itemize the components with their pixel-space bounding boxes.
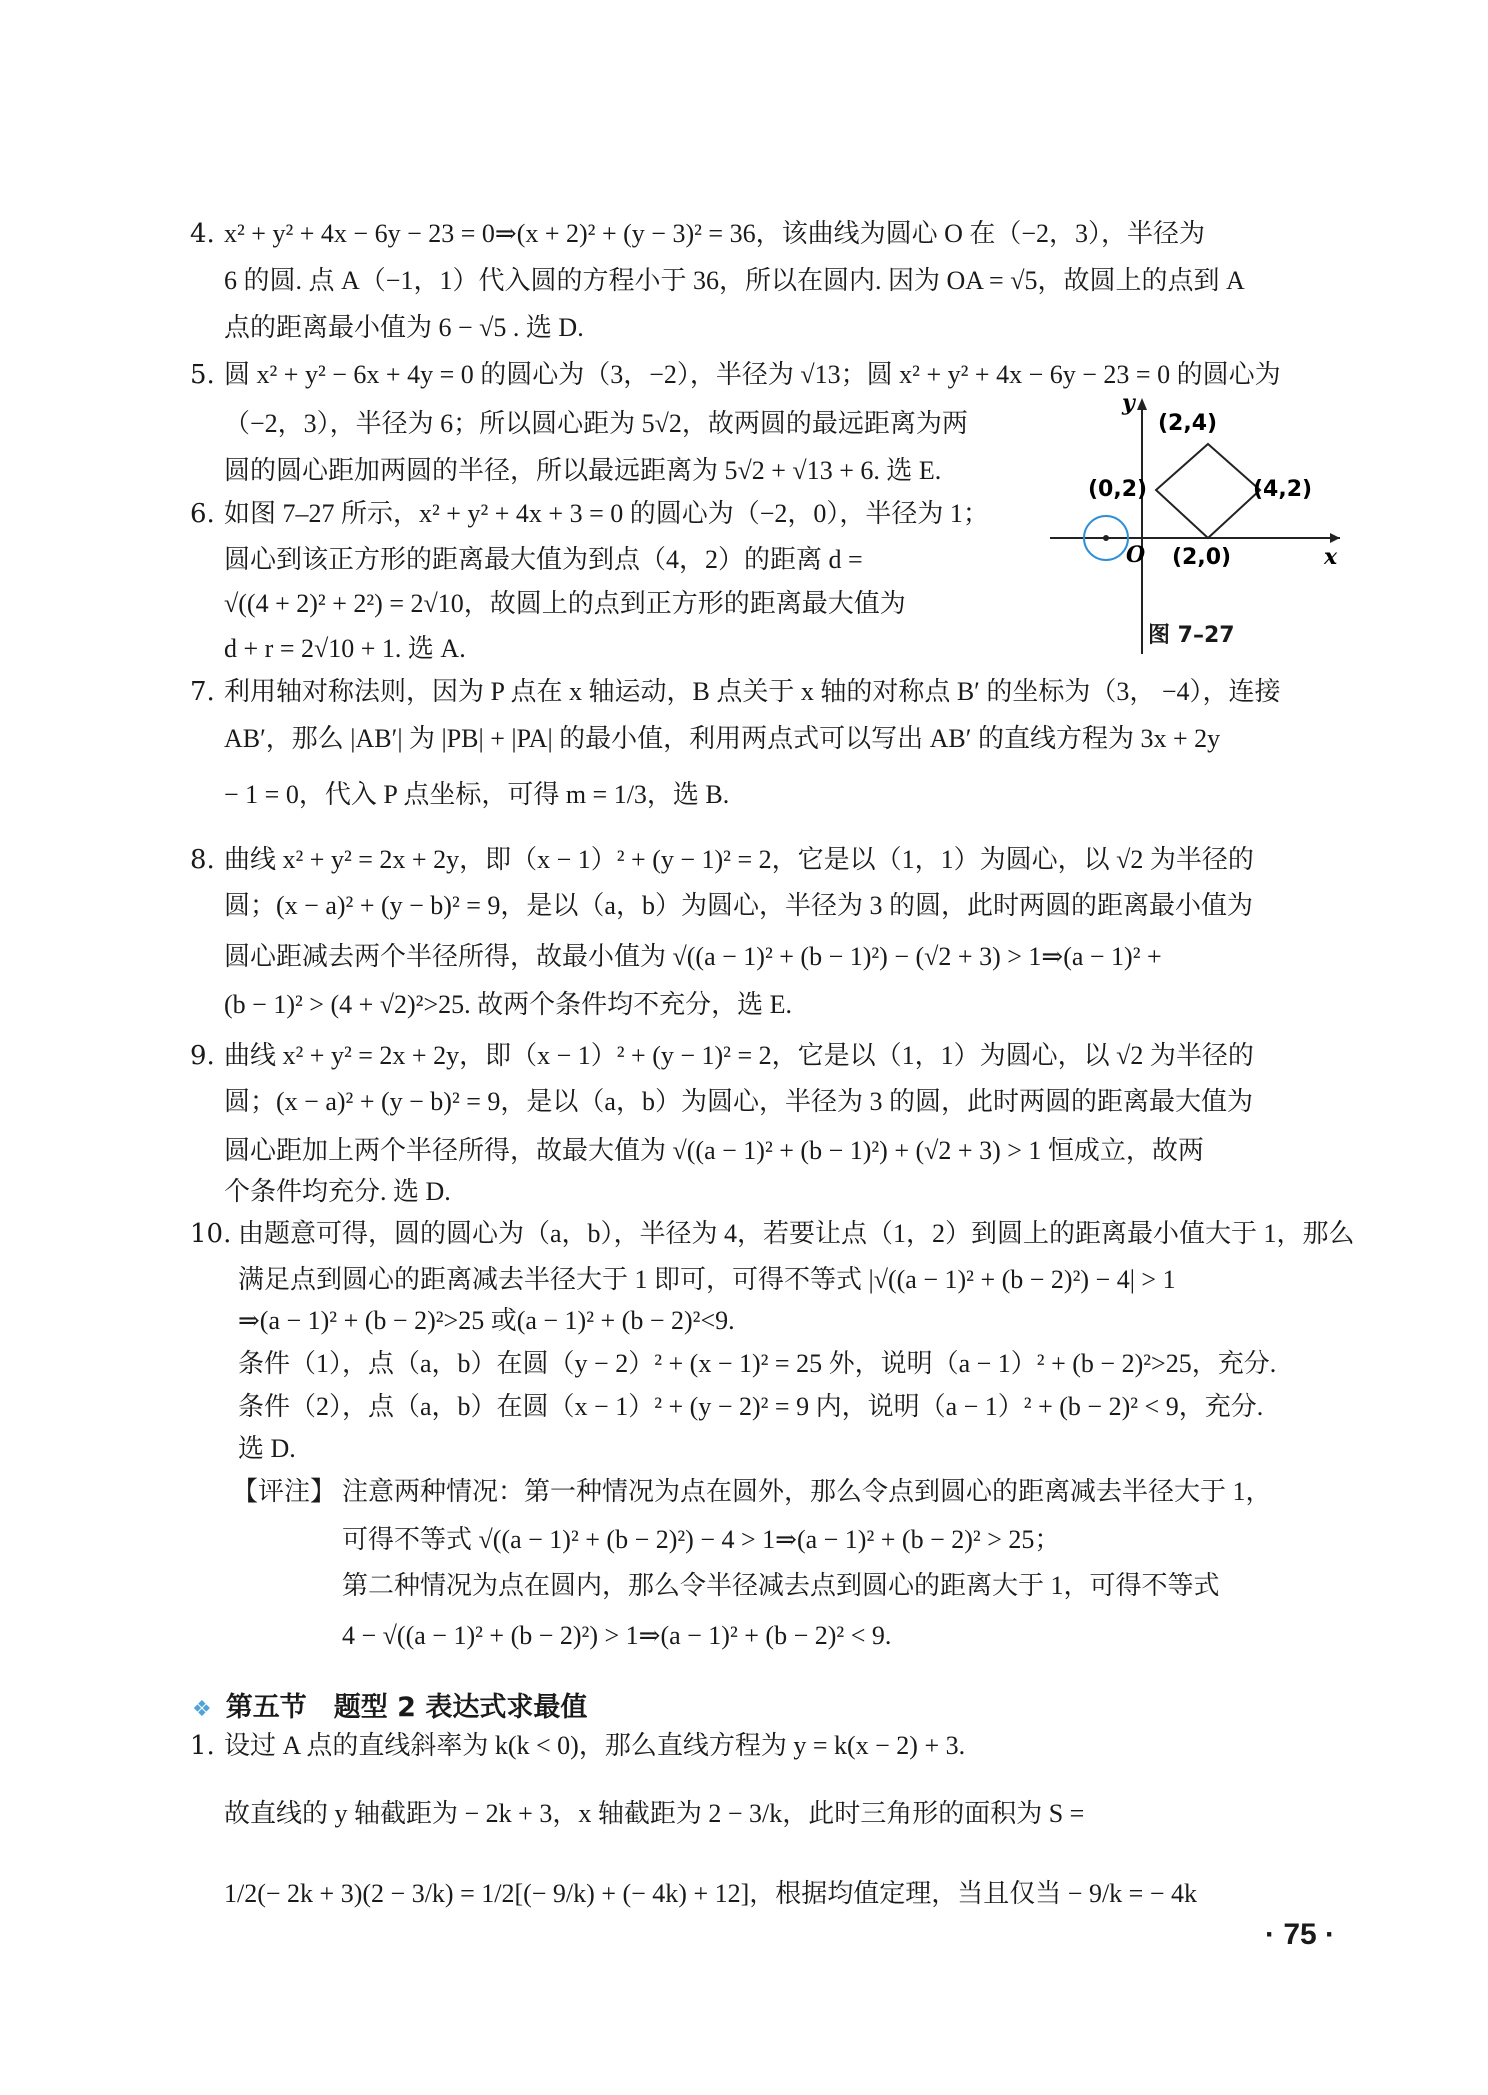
axis-label-y: y	[1122, 392, 1135, 416]
section-title: 第五节 题型 2 表达式求最值	[225, 1692, 588, 1723]
y-axis-arrow	[1137, 398, 1147, 410]
item-7-line-1: 利用轴对称法则，因为 P 点在 x 轴运动，B 点关于 x 轴的对称点 B′ 的坐标为（3， −4），连接	[224, 677, 1281, 706]
origin-label: O	[1126, 542, 1146, 568]
item-6-line-1: 如图 7–27 所示，x² + y² + 4x + 3 = 0 的圆心为（−2，0），半径为 1；	[224, 499, 989, 528]
circle-center	[1103, 535, 1109, 541]
item-10-line-4: 条件（1），点（a，b）在圆（y − 2）² + (x − 1)² = 25 外，说明（a − 1）² + (b − 2)²>25，充分.	[238, 1349, 1277, 1378]
square	[1156, 444, 1260, 538]
item-number: 9.	[190, 1041, 215, 1071]
item-8-line-4: (b − 1)² > (4 + √2)²>25. 故两个条件均不充分，选 E.	[224, 990, 793, 1019]
item-number: 4.	[190, 219, 215, 249]
s1-line-3: 1/2(− 2k + 3)(2 − 3/k) = 1/2[(− 9/k) + (− 4k) + 12]，根据均值定理，当且仅当 − 9/k = − 4k	[224, 1879, 1197, 1908]
item-10-line-1: 由题意可得，圆的圆心为（a，b），半径为 4，若要让点（1，2）到圆上的距离最小值大于 1，那么	[238, 1219, 1355, 1248]
item-8-line-1: 曲线 x² + y² = 2x + 2y，即（x − 1）² + (y − 1)² = 2，它是以（1，1）为圆心，以 √2 为半径的	[224, 845, 1254, 874]
item-number: 10.	[190, 1219, 232, 1249]
item-6-line-3: √((4 + 2)² + 2²) = 2√10，故圆上的点到正方形的距离最大值为	[224, 589, 906, 618]
diamond-bullet-icon: ❖	[192, 1697, 212, 1722]
item-9-line-2: 圆；(x − a)² + (y − b)² = 9，是以（a，b）为圆心，半径为 3 的圆，此时两圆的距离最大值为	[224, 1087, 1253, 1116]
item-9-line-4: 个条件均充分. 选 D.	[224, 1177, 451, 1206]
note-line-4: 4 − √((a − 1)² + (b − 2)²) > 1⇒(a − 1)² + (b − 2)² < 9.	[342, 1621, 892, 1650]
page-number: · 75 ·	[1265, 1918, 1336, 1951]
label-2-0: (2,0)	[1172, 545, 1232, 570]
item-5-line-1: 圆 x² + y² − 6x + 4y = 0 的圆心为（3，−2），半径为 √13；圆 x² + y² + 4x − 6y − 23 = 0 的圆心为	[224, 360, 1281, 389]
note-label: 【评注】	[232, 1477, 337, 1507]
item-number: 1.	[190, 1731, 215, 1761]
item-5-line-3: 圆的圆心距加两圆的半径，所以最远距离为 5√2 + √13 + 6. 选 E.	[224, 456, 942, 485]
item-number: 6.	[190, 499, 215, 529]
s1-line-2: 故直线的 y 轴截距为 − 2k + 3，x 轴截距为 2 − 3/k，此时三角形的面积为 S =	[224, 1799, 1085, 1828]
item-10-line-5: 条件（2），点（a，b）在圆（x − 1）² + (y − 2)² = 9 内，说明（a − 1）² + (b − 2)² < 9，充分.	[238, 1392, 1264, 1421]
x-axis-arrow	[1330, 533, 1340, 543]
figure-7-27	[1040, 392, 1340, 654]
note-line-2: 可得不等式 √((a − 1)² + (b − 2)²) − 4 > 1⇒(a − 1)² + (b − 2)² > 25；	[342, 1525, 1061, 1554]
item-4-line-2: 6 的圆. 点 A（−1，1）代入圆的方程小于 36，所以在圆内. 因为 OA = √5，故圆上的点到 A	[224, 266, 1245, 295]
item-number: 7.	[190, 677, 215, 707]
item-9-line-3: 圆心距加上两个半径所得，故最大值为 √((a − 1)² + (b − 1)²) + (√2 + 3) > 1 恒成立，故两	[224, 1136, 1204, 1165]
item-number: 5.	[190, 360, 215, 390]
s1-line-1: 设过 A 点的直线斜率为 k(k < 0)，那么直线方程为 y = k(x − 2) + 3.	[224, 1731, 966, 1760]
figure-caption: 图 7–27	[1148, 623, 1235, 648]
item-7-line-2: AB′，那么 |AB′| 为 |PB| + |PA| 的最小值，利用两点式可以写出 AB′ 的直线方程为 3x + 2y	[224, 724, 1221, 753]
item-7-line-3: − 1 = 0，代入 P 点坐标，可得 m = 1/3，选 B.	[224, 780, 730, 809]
label-2-4: (2,4)	[1158, 411, 1218, 436]
item-9-line-1: 曲线 x² + y² = 2x + 2y，即（x − 1）² + (y − 1)² = 2，它是以（1，1）为圆心，以 √2 为半径的	[224, 1041, 1254, 1070]
item-number: 8.	[190, 845, 215, 875]
note-line-3: 第二种情况为点在圆内，那么令半径减去点到圆心的距离大于 1，可得不等式	[342, 1571, 1220, 1600]
item-8-line-3: 圆心距减去两个半径所得，故最小值为 √((a − 1)² + (b − 1)²) − (√2 + 3) > 1⇒(a − 1)² +	[224, 942, 1162, 971]
item-4-line-1: x² + y² + 4x − 6y − 23 = 0⇒(x + 2)² + (y − 3)² = 36，该曲线为圆心 O 在（−2，3），半径为	[224, 219, 1206, 248]
item-10-line-3: ⇒(a − 1)² + (b − 2)²>25 或(a − 1)² + (b − 2)²<9.	[238, 1306, 735, 1335]
item-5-line-2: （−2，3），半径为 6；所以圆心距为 5√2，故两圆的最远距离为两	[224, 409, 968, 438]
item-8-line-2: 圆；(x − a)² + (y − b)² = 9，是以（a，b）为圆心，半径为 3 的圆，此时两圆的距离最小值为	[224, 891, 1253, 920]
note-line-1: 注意两种情况：第一种情况为点在圆外，那么令点到圆心的距离减去半径大于 1，	[342, 1477, 1272, 1506]
axis-label-x: x	[1324, 544, 1338, 570]
label-0-2: (0,2)	[1088, 477, 1148, 502]
label-4-2: (4,2)	[1253, 477, 1313, 502]
item-10-line-6: 选 D.	[238, 1434, 296, 1463]
item-4-line-3: 点的距离最小值为 6 − √5 . 选 D.	[224, 313, 584, 342]
item-6-line-2: 圆心到该正方形的距离最大值为到点（4，2）的距离 d =	[224, 545, 863, 574]
item-10-line-2: 满足点到圆心的距离减去半径大于 1 即可，可得不等式 |√((a − 1)² + (b − 2)²) − 4| > 1	[238, 1265, 1176, 1294]
item-6-line-4: d + r = 2√10 + 1. 选 A.	[224, 634, 466, 663]
